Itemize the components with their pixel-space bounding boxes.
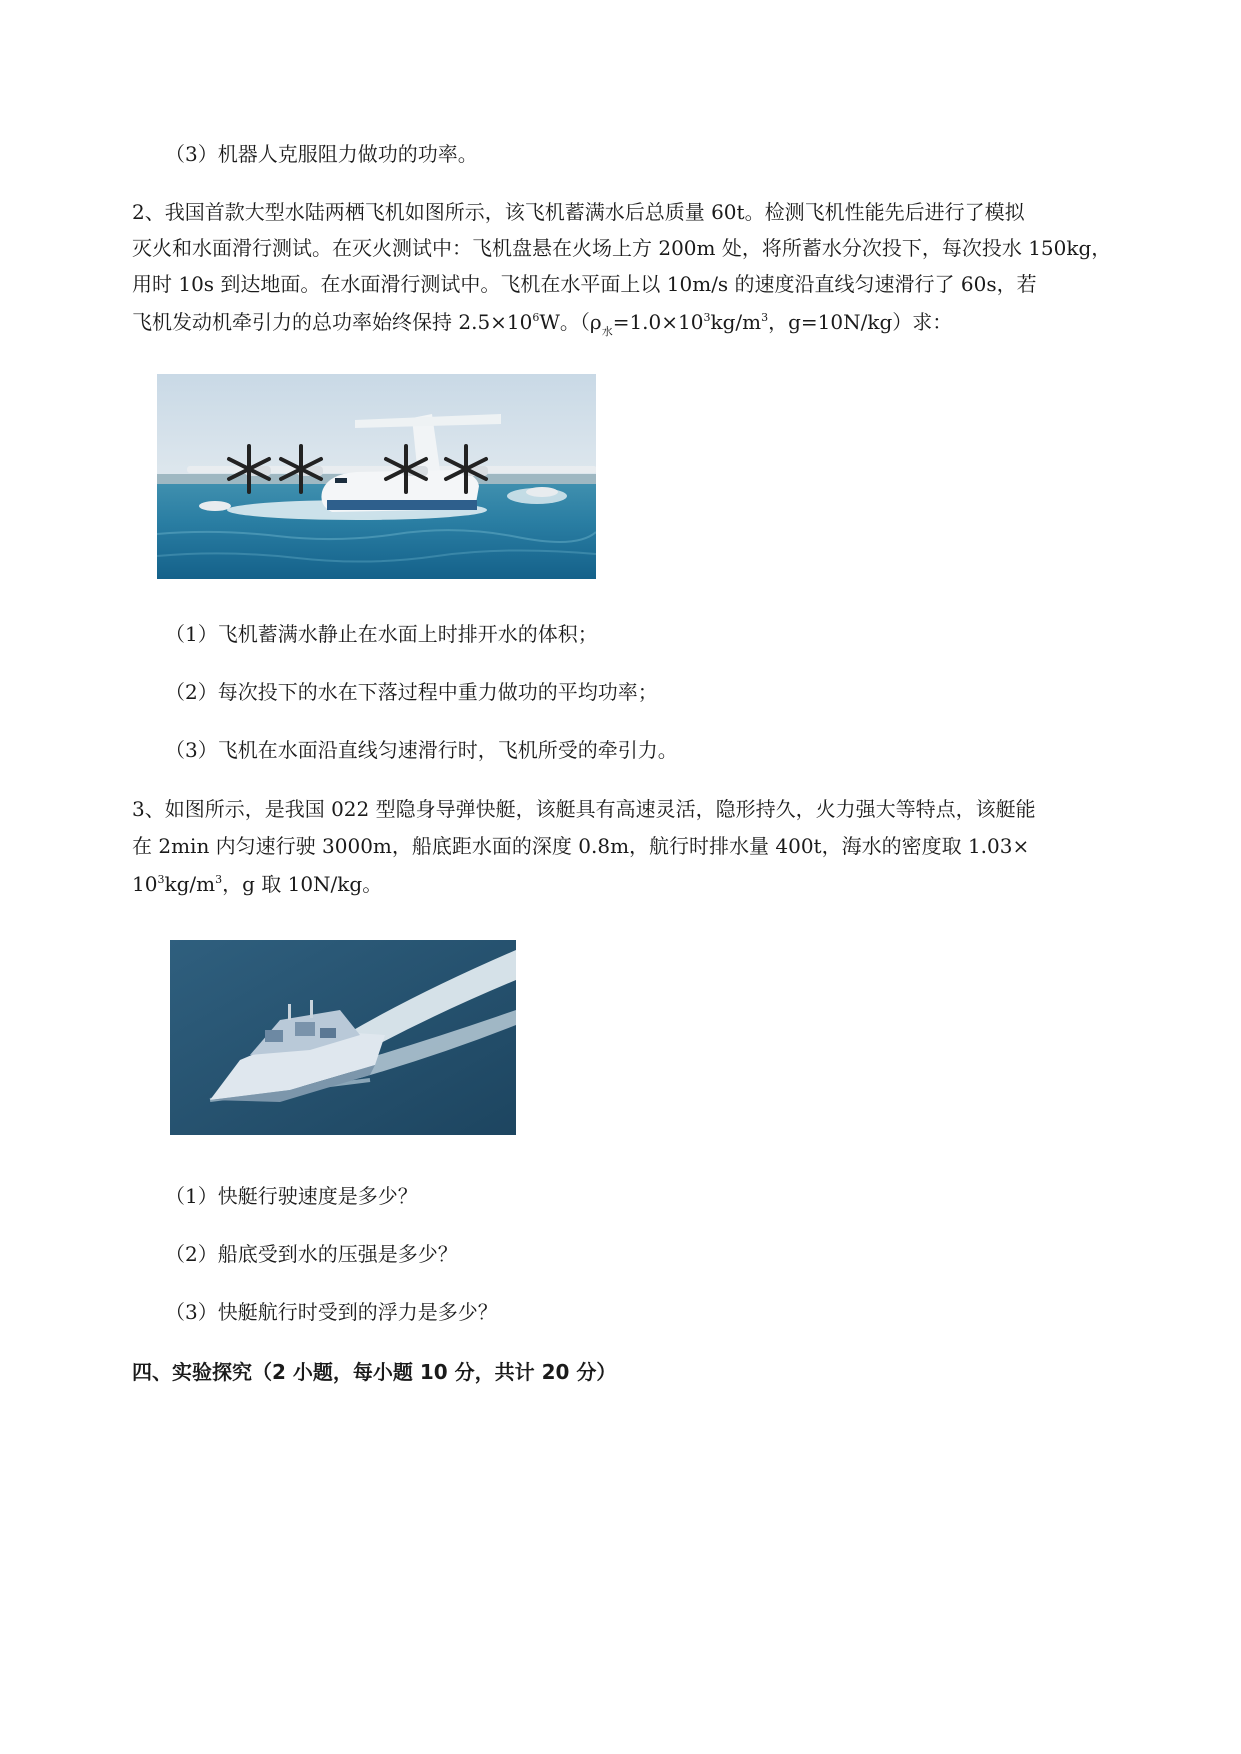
q3-stem-line-2: 在 2min 内匀速行驶 3000m，船底距水面的深度 0.8m，航行时排水量 400t，海水的密度取 1.03×	[132, 834, 1030, 858]
section-heading: 四、实验探究（2 小题，每小题 10 分，共计 20 分）	[132, 1360, 617, 1384]
q3-stem-line-1: 3、如图所示，是我国 022 型隐身导弹快艇，该艇具有高速灵活，隐形持久，火力强大等特点，该艇能	[132, 797, 1036, 821]
missile-boat-photo	[170, 940, 516, 1135]
q1-item-3: （3）机器人克服阻力做功的功率。	[165, 142, 478, 166]
q2-item-1: （1）飞机蓄满水静止在水面上时排开水的体积；	[165, 622, 598, 646]
q2-stem-line-4: 飞机发动机牵引力的总功率始终保持 $2.5\times 10^6W$。（$\rho_水=1.0\times 10^3kg/m^3$，g=10N/kg）求：	[132, 310, 953, 338]
q3-item-2: （2）船底受到水的压强是多少？	[165, 1242, 458, 1266]
q3-item-3: （3）快艇航行时受到的浮力是多少？	[165, 1300, 498, 1324]
q2-item-3: （3）飞机在水面沿直线匀速滑行时，飞机所受的牵引力。	[165, 738, 678, 762]
q2-stem-line-3: 用时 10s 到达地面。在水面滑行测试中。飞机在水平面上以 10m/s 的速度沿直线匀速滑行了 60s，若	[132, 272, 1037, 296]
q2-stem-line-1: 2、我国首款大型水陆两栖飞机如图所示，该飞机蓄满水后总质量 60t。检测飞机性能先后进行了模拟	[132, 200, 1025, 224]
q2-stem-line-2: 灭火和水面滑行测试。在灭火测试中：飞机盘悬在火场上方 200m 处，将所蓄水分次投下，每次投水 150kg，	[132, 236, 1112, 260]
amphibious-aircraft-photo	[157, 374, 596, 579]
q3-stem-line-3: $10^3kg/m^3$，g 取 10N/kg。	[132, 872, 383, 896]
q2-item-2: （2）每次投下的水在下落过程中重力做功的平均功率；	[165, 680, 658, 704]
q3-item-1: （1）快艇行驶速度是多少？	[165, 1184, 418, 1208]
